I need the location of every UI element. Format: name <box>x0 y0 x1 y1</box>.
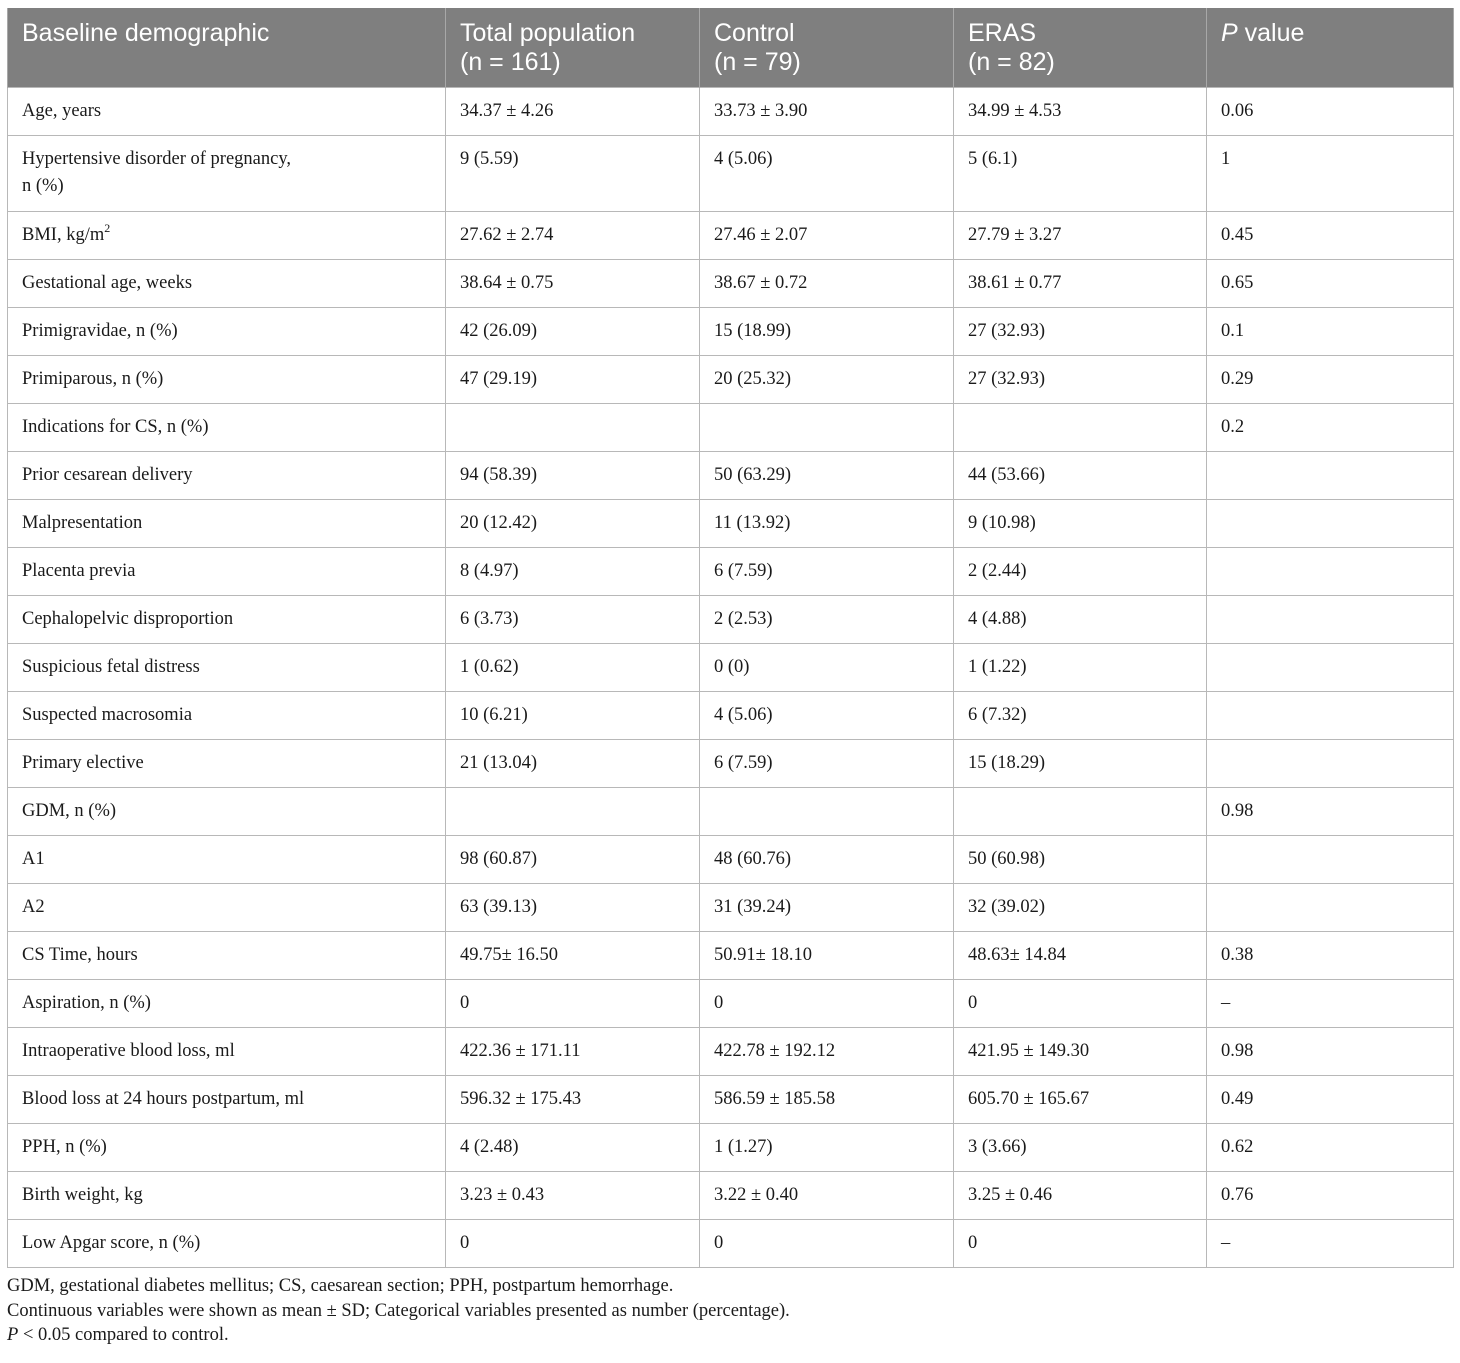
cell-eras: 44 (53.66) <box>954 452 1207 500</box>
table-row <box>8 136 1454 212</box>
cell-eras <box>954 404 1207 452</box>
cell-p-value <box>1207 596 1454 644</box>
cell-p-value: 0.98 <box>1207 788 1454 836</box>
row-label: Primary elective <box>8 740 446 788</box>
table-row <box>8 356 1454 404</box>
row-label: CS Time, hours <box>8 932 446 980</box>
cell-control: 50.91± 18.10 <box>700 932 954 980</box>
cell-p-value <box>1207 692 1454 740</box>
cell-p-value: 0.38 <box>1207 932 1454 980</box>
cell-control: 15 (18.99) <box>700 308 954 356</box>
cell-p-value <box>1207 884 1454 932</box>
cell-total: 94 (58.39) <box>446 452 700 500</box>
cell-p-value: 0.2 <box>1207 404 1454 452</box>
cell-p-value <box>1207 500 1454 548</box>
cell-eras: 34.99 ± 4.53 <box>954 88 1207 136</box>
cell-control: 33.73 ± 3.90 <box>700 88 954 136</box>
cell-control: 11 (13.92) <box>700 500 954 548</box>
cell-total: 47 (29.19) <box>446 356 700 404</box>
table-row <box>8 740 1454 788</box>
cell-p-value <box>1207 740 1454 788</box>
table-row <box>8 1028 1454 1076</box>
cell-total: 9 (5.59) <box>446 136 700 212</box>
cell-p-value: 0.06 <box>1207 88 1454 136</box>
cell-eras: 605.70 ± 165.67 <box>954 1076 1207 1124</box>
cell-control: 31 (39.24) <box>700 884 954 932</box>
cell-total: 6 (3.73) <box>446 596 700 644</box>
cell-total: 0 <box>446 980 700 1028</box>
cell-eras: 50 (60.98) <box>954 836 1207 884</box>
row-label: Primiparous, n (%) <box>8 356 446 404</box>
cell-control: 3.22 ± 0.40 <box>700 1172 954 1220</box>
cell-control: 27.46 ± 2.07 <box>700 212 954 260</box>
cell-p-value <box>1207 836 1454 884</box>
cell-total: 0 <box>446 1220 700 1268</box>
row-label: Cephalopelvic disproportion <box>8 596 446 644</box>
cell-eras: 27 (32.93) <box>954 308 1207 356</box>
row-label: GDM, n (%) <box>8 788 446 836</box>
cell-total <box>446 788 700 836</box>
row-label: Age, years <box>8 88 446 136</box>
table-row <box>8 212 1454 260</box>
cell-eras: 32 (39.02) <box>954 884 1207 932</box>
header-total-population: Total population (n = 161) <box>446 8 700 88</box>
cell-p-value <box>1207 452 1454 500</box>
header-eras: ERAS (n = 82) <box>954 8 1207 88</box>
row-label: A1 <box>8 836 446 884</box>
row-label: PPH, n (%) <box>8 1124 446 1172</box>
cell-total: 422.36 ± 171.11 <box>446 1028 700 1076</box>
document <box>7 8 1453 1348</box>
cell-control: 20 (25.32) <box>700 356 954 404</box>
cell-control <box>700 788 954 836</box>
cell-eras <box>954 788 1207 836</box>
cell-p-value: 0.49 <box>1207 1076 1454 1124</box>
cell-eras: 15 (18.29) <box>954 740 1207 788</box>
cell-p-value <box>1207 548 1454 596</box>
table-row <box>8 980 1454 1028</box>
row-label: Malpresentation <box>8 500 446 548</box>
row-label: BMI, $kg/m^2$ <box>8 212 446 260</box>
table-row <box>8 884 1454 932</box>
table-row <box>8 1220 1454 1268</box>
cell-p-value: 0.62 <box>1207 1124 1454 1172</box>
cell-eras: 5 (6.1) <box>954 136 1207 212</box>
row-label: Low Apgar score, n (%) <box>8 1220 446 1268</box>
table-row <box>8 1172 1454 1220</box>
row-label: Suspicious fetal distress <box>8 644 446 692</box>
baseline-demographics-table <box>7 8 1454 1268</box>
cell-control: 1 (1.27) <box>700 1124 954 1172</box>
cell-control: 6 (7.59) <box>700 548 954 596</box>
cell-p-value: 1 <box>1207 136 1454 212</box>
row-label: Gestational age, weeks <box>8 260 446 308</box>
header-p-value: P value <box>1207 8 1454 88</box>
cell-p-value <box>1207 644 1454 692</box>
row-label: Aspiration, n (%) <box>8 980 446 1028</box>
cell-control: 48 (60.76) <box>700 836 954 884</box>
table-row <box>8 548 1454 596</box>
cell-total: 20 (12.42) <box>446 500 700 548</box>
header-control: Control (n = 79) <box>700 8 954 88</box>
cell-total: 38.64 ± 0.75 <box>446 260 700 308</box>
cell-eras: 27.79 ± 3.27 <box>954 212 1207 260</box>
table-row <box>8 500 1454 548</box>
cell-eras: 48.63± 14.84 <box>954 932 1207 980</box>
row-label: Indications for CS, n (%) <box>8 404 446 452</box>
cell-control: 4 (5.06) <box>700 136 954 212</box>
cell-control: 2 (2.53) <box>700 596 954 644</box>
cell-total: 34.37 ± 4.26 <box>446 88 700 136</box>
cell-control: 422.78 ± 192.12 <box>700 1028 954 1076</box>
cell-eras: 0 <box>954 980 1207 1028</box>
cell-eras: 6 (7.32) <box>954 692 1207 740</box>
table-row <box>8 692 1454 740</box>
table-row <box>8 596 1454 644</box>
table-row <box>8 452 1454 500</box>
cell-eras: 0 <box>954 1220 1207 1268</box>
row-label: Hypertensive disorder of pregnancy, n (%) <box>8 136 446 212</box>
table-footnotes <box>7 1274 1453 1348</box>
table-row <box>8 932 1454 980</box>
cell-control: 38.67 ± 0.72 <box>700 260 954 308</box>
table-row <box>8 836 1454 884</box>
cell-p-value: 0.76 <box>1207 1172 1454 1220</box>
cell-control: 4 (5.06) <box>700 692 954 740</box>
table-row <box>8 308 1454 356</box>
row-label: Intraoperative blood loss, ml <box>8 1028 446 1076</box>
footnote-variables: Continuous variables were shown as mean ± SD; Categorical variables presented as number (percentage). <box>7 1300 790 1321</box>
cell-total: 49.75± 16.50 <box>446 932 700 980</box>
row-label: Placenta previa <box>8 548 446 596</box>
cell-total: 42 (26.09) <box>446 308 700 356</box>
cell-control: 0 (0) <box>700 644 954 692</box>
table-row <box>8 88 1454 136</box>
table-row <box>8 788 1454 836</box>
row-label: Suspected macrosomia <box>8 692 446 740</box>
row-label: Primigravidae, n (%) <box>8 308 446 356</box>
cell-p-value: – <box>1207 980 1454 1028</box>
cell-total: 8 (4.97) <box>446 548 700 596</box>
cell-total: 98 (60.87) <box>446 836 700 884</box>
cell-eras: 3.25 ± 0.46 <box>954 1172 1207 1220</box>
cell-total: 3.23 ± 0.43 <box>446 1172 700 1220</box>
cell-p-value: 0.65 <box>1207 260 1454 308</box>
cell-eras: 9 (10.98) <box>954 500 1207 548</box>
table-row <box>8 404 1454 452</box>
cell-control <box>700 404 954 452</box>
footnote-abbreviations: GDM, gestational diabetes mellitus; CS, caesarean section; PPH, postpartum hemorrhage. <box>7 1276 674 1296</box>
cell-total: 596.32 ± 175.43 <box>446 1076 700 1124</box>
table-row <box>8 1076 1454 1124</box>
cell-p-value: 0.45 <box>1207 212 1454 260</box>
cell-eras: 38.61 ± 0.77 <box>954 260 1207 308</box>
cell-eras: 421.95 ± 149.30 <box>954 1028 1207 1076</box>
cell-eras: 3 (3.66) <box>954 1124 1207 1172</box>
cell-p-value: 0.98 <box>1207 1028 1454 1076</box>
cell-total: 10 (6.21) <box>446 692 700 740</box>
cell-control: 586.59 ± 185.58 <box>700 1076 954 1124</box>
cell-control: 50 (63.29) <box>700 452 954 500</box>
table-row <box>8 644 1454 692</box>
cell-control: 6 (7.59) <box>700 740 954 788</box>
cell-total <box>446 404 700 452</box>
row-label: Birth weight, kg <box>8 1172 446 1220</box>
cell-total: 21 (13.04) <box>446 740 700 788</box>
cell-total: 27.62 ± 2.74 <box>446 212 700 260</box>
cell-control: 0 <box>700 1220 954 1268</box>
cell-control: 0 <box>700 980 954 1028</box>
cell-eras: 4 (4.88) <box>954 596 1207 644</box>
row-label: Blood loss at 24 hours postpartum, ml <box>8 1076 446 1124</box>
cell-total: 63 (39.13) <box>446 884 700 932</box>
header-baseline-demographic: Baseline demographic <box>8 8 446 88</box>
cell-p-value: – <box>1207 1220 1454 1268</box>
cell-total: 1 (0.62) <box>446 644 700 692</box>
row-label: Prior cesarean delivery <box>8 452 446 500</box>
row-label: A2 <box>8 884 446 932</box>
cell-p-value: 0.1 <box>1207 308 1454 356</box>
table-header-row <box>8 8 1454 88</box>
cell-eras: 2 (2.44) <box>954 548 1207 596</box>
cell-eras: 1 (1.22) <box>954 644 1207 692</box>
footnote-significance: P < 0.05 compared to control. <box>7 1325 229 1345</box>
cell-p-value: 0.29 <box>1207 356 1454 404</box>
cell-total: 4 (2.48) <box>446 1124 700 1172</box>
table-row <box>8 1124 1454 1172</box>
table-row <box>8 260 1454 308</box>
cell-eras: 27 (32.93) <box>954 356 1207 404</box>
